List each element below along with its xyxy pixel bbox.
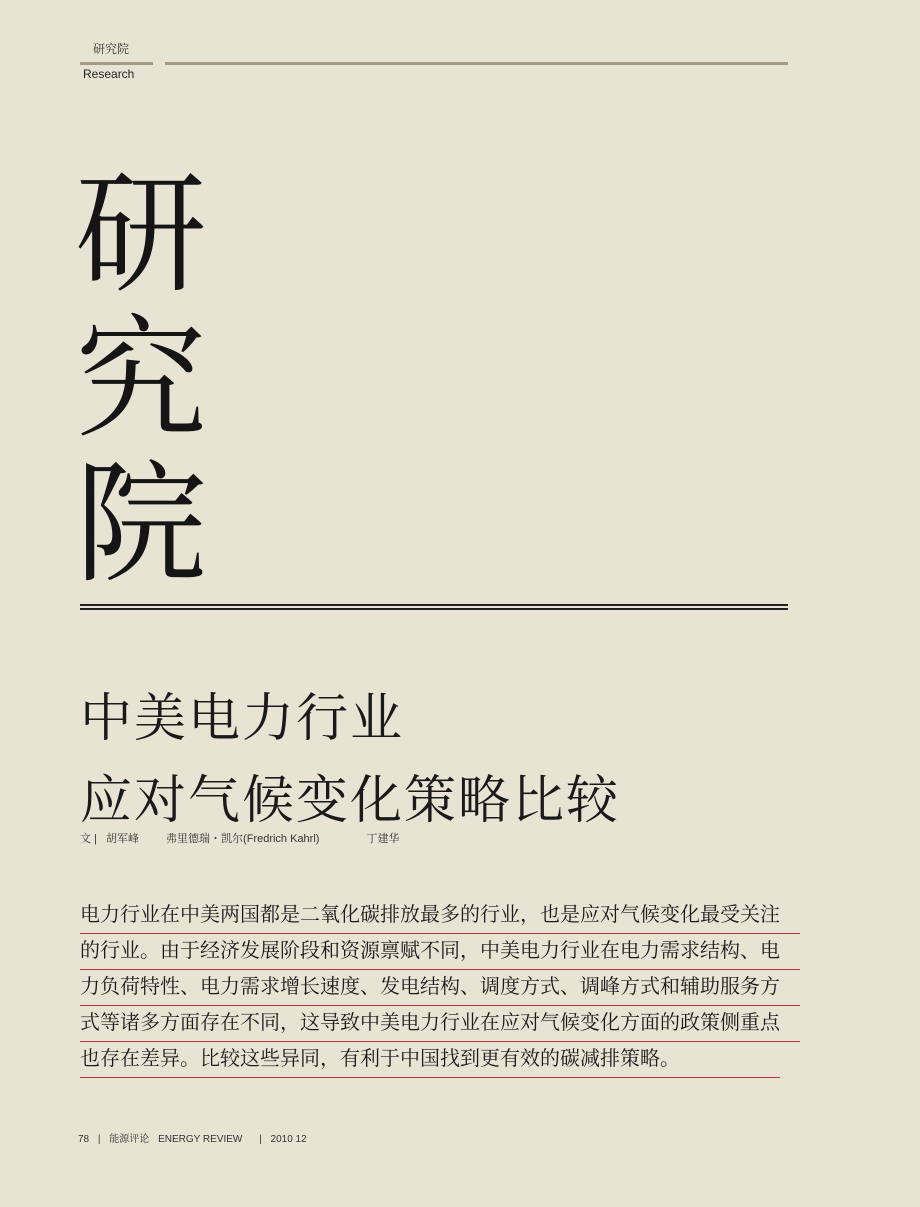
- abstract-line: 力负荷特性、电力需求增长速度、发电结构、调度方式、调峰方式和辅助服务方: [80, 970, 800, 1006]
- byline-author-3: 丁建华: [366, 833, 400, 845]
- header-rule-short: [80, 62, 153, 65]
- section-divider: [80, 604, 788, 610]
- abstract-line: 式等诸多方面存在不同，这导致中美电力行业在应对气候变化方面的政策侧重点: [80, 1006, 800, 1042]
- byline: [80, 830, 406, 846]
- abstract-line: 也存在差异。比较这些异同，有利于中国找到更有效的碳减排策略。: [80, 1042, 780, 1078]
- header-rule-long: [165, 62, 788, 65]
- byline-prefix: 文 |: [80, 833, 97, 845]
- section-label-cn: 研究院: [93, 42, 130, 56]
- byline-author-1: 胡军峰: [105, 833, 139, 845]
- footer-separator: |: [259, 1134, 262, 1145]
- section-label-en: Research: [83, 67, 135, 81]
- page-footer: [78, 1130, 313, 1145]
- byline-author-2: 弗里德瑞・凯尔(Fredrich Kahrl): [166, 833, 320, 845]
- abstract-line: 的行业。由于经济发展阶段和资源禀赋不同，中美电力行业在电力需求结构、电: [80, 934, 800, 970]
- abstract-line: 电力行业在中美两国都是二氧化碳排放最多的行业，也是应对气候变化最受关注: [80, 898, 800, 934]
- article-abstract: [80, 898, 800, 1078]
- big-title-char-2: 究: [75, 303, 207, 457]
- issue-date: 2010 12: [270, 1134, 307, 1145]
- big-title-char-3: 院: [75, 448, 207, 602]
- magazine-name-en: ENERGY REVIEW: [158, 1134, 243, 1145]
- article-title-line-1: 中美电力行业: [80, 689, 405, 749]
- magazine-name-cn: 能源评论: [109, 1134, 150, 1145]
- article-title-line-2: 应对气候变化策略比较: [80, 771, 621, 831]
- page-number: 78: [78, 1134, 90, 1145]
- footer-separator: |: [97, 1134, 101, 1145]
- big-title-char-1: 研: [75, 158, 207, 312]
